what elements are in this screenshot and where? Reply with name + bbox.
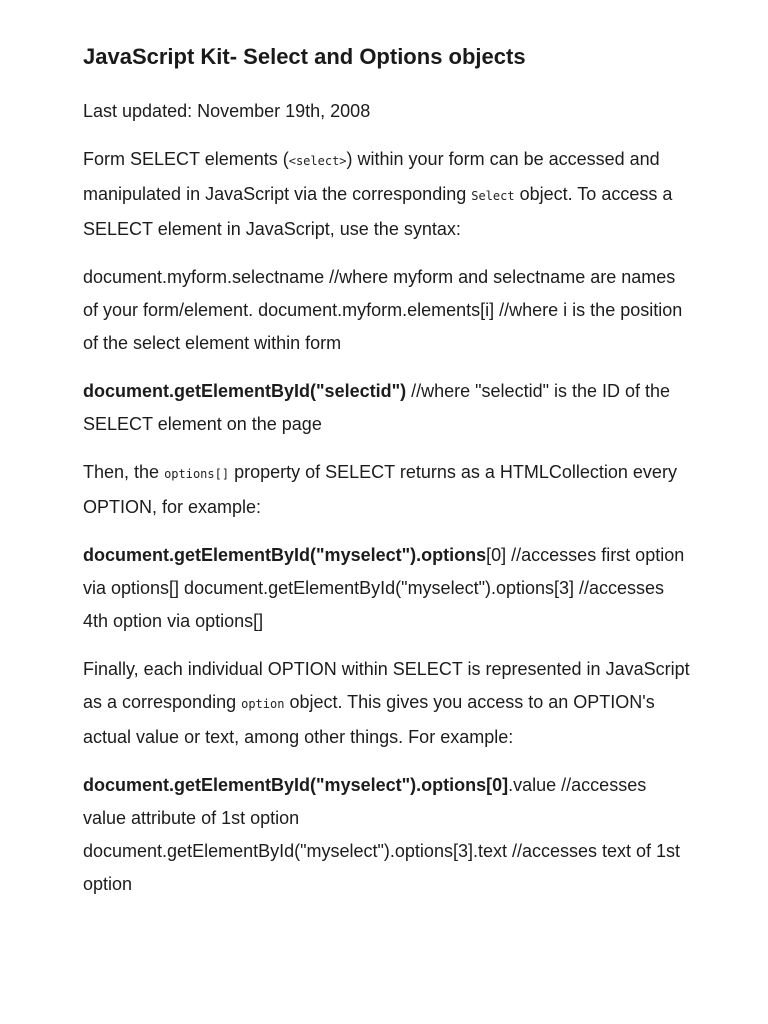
paragraph-option-example bbox=[83, 769, 693, 901]
code-inline: option bbox=[241, 697, 285, 711]
text: property of SELECT returns as a HTMLCollection every OPTION, for example: bbox=[83, 462, 677, 517]
text: Form SELECT elements ( bbox=[83, 149, 289, 169]
text: object. This gives you access to an OPTION's actual value or text, among other things. For example: bbox=[83, 692, 655, 747]
code-inline: <select> bbox=[288, 154, 347, 168]
code-bold: document.getElementById("selectid") bbox=[83, 381, 407, 401]
paragraph-select-intro bbox=[83, 143, 693, 246]
text: .value //accesses value attribute of 1st option document.getElementById("myselect").options[3].text //accesses text of 1st option bbox=[83, 775, 681, 894]
text: Then, the bbox=[83, 462, 165, 482]
code-inline: Select bbox=[471, 189, 515, 203]
code-bold: document.getElementById("myselect").options[0] bbox=[83, 775, 509, 795]
code-inline: options[] bbox=[164, 467, 230, 481]
paragraph-options-example bbox=[83, 539, 693, 638]
paragraph-option-object bbox=[83, 653, 693, 754]
code-bold: document.getElementById("myselect").options bbox=[83, 545, 487, 565]
text: object. To access a SELECT element in JavaScript, use the syntax: bbox=[83, 184, 673, 239]
text: [0] //accesses first option via options[] document.getElementById("myselect").options[3] //accesses 4th option via options[] bbox=[83, 545, 685, 631]
paragraph-syntax-form: document.myform.selectname //where myform and selectname are names of your form/element. document.myform.elements[i] //where i is the position of the select element within form bbox=[83, 267, 683, 353]
last-updated: Last updated: November 19th, 2008 bbox=[83, 101, 371, 121]
text: ) within your form can be accessed and manipulated in JavaScript via the corresponding bbox=[83, 149, 660, 204]
text: Finally, each individual OPTION within SELECT is represented in JavaScript as a corresponding bbox=[83, 659, 690, 712]
page-title: JavaScript Kit- Select and Options objects bbox=[83, 44, 526, 69]
paragraph-syntax-getbyid bbox=[83, 375, 693, 441]
paragraph-options-intro bbox=[83, 456, 693, 524]
text: //where "selectid" is the ID of the SELECT element on the page bbox=[83, 381, 671, 434]
